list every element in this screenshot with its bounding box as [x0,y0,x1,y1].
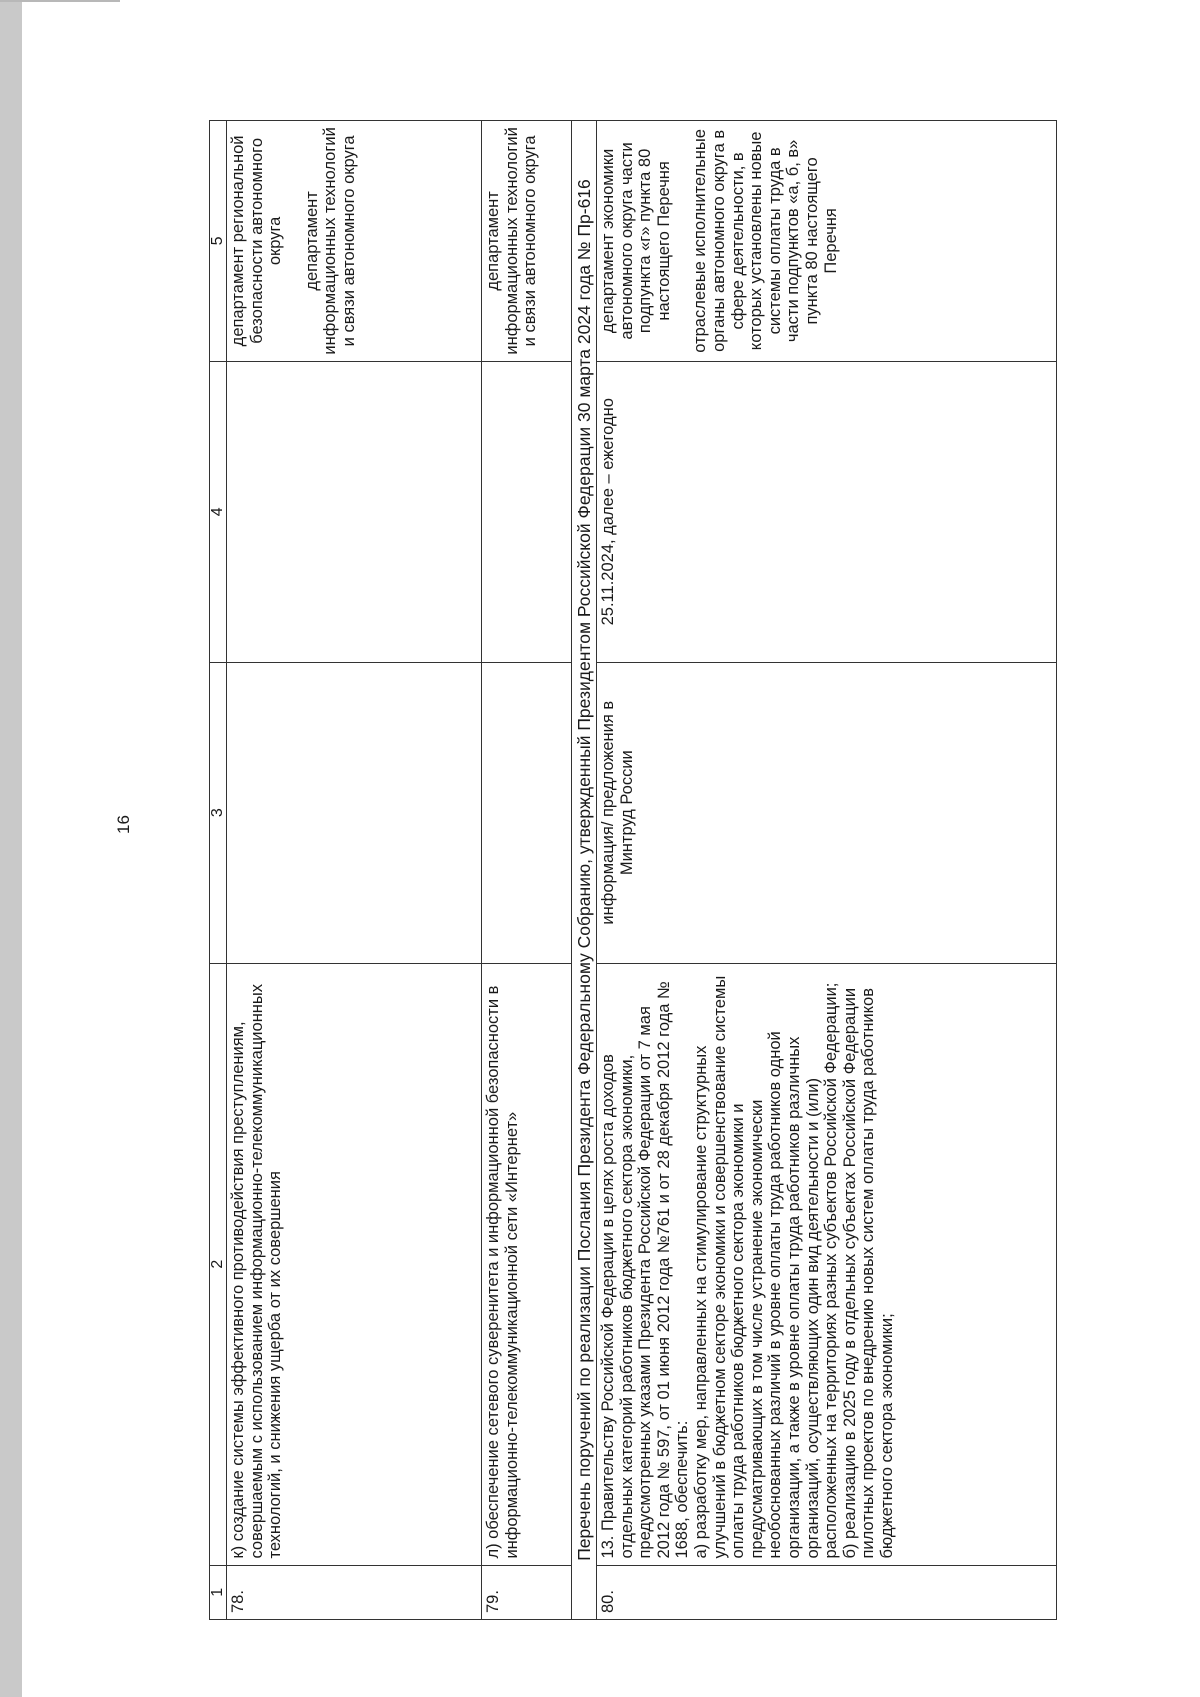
row-text-body: 13. Правительству Российской Федерации в целях роста доходов отдельных категорий работников бюджетного сектора экономики, предусмотренных указами Президента Российской Федерации от 7 мая 2012 года № 597, от 01 июня 2012 года №761 и от 28 декабря 2012 года № 1688, обеспечить: а) разработку мер, направленных на стимулирование структурных улучшений в бюджетном секторе экономики и совершенствование системы оплаты труда работников бюджетного сектора экономики и предусматривающих в том числе устранение экономически необоснованных различий в уровне оплаты труда работников одной организации, а также в уровне оплаты труда работников различных организаций, осуществляющих один вид деятельности и (или) расположенных на территориях разных субъектов Российской Федерации; б) реализацию в 2025 году в отдельных субъектах Российской Федерации пилотных проектов по внедрению новых систем оплаты труда работников бюджетного сектора экономики; [599,975,896,1559]
table-row [482,121,572,1620]
responsible-line: департамент информационных технологий и связи автономного округа [302,127,358,355]
header-row [210,121,227,1620]
responsible-line: департамент информационных технологий и связи автономного округа [484,127,540,355]
row-responsible [227,121,482,362]
section-row [572,121,597,1620]
header-cell: 2 [210,963,227,1565]
scan-edge-top [0,0,120,2]
row-type [482,662,572,963]
row-deadline: 25.11.2024, далее – ежегодно [597,361,1057,662]
row-deadline [227,361,482,662]
row-type: информация/ предложения в Минтруд России [597,662,1057,963]
row-responsible [597,121,1057,362]
header-cell: 3 [210,662,227,963]
page-number: 16 [114,815,133,834]
orders-table [209,120,1057,1620]
rotated-table-wrapper [209,120,1119,1620]
table-row [227,121,482,1620]
row-type [227,662,482,963]
responsible-line: отраслевые исполнительные органы автономного округа в сфере деятельности, в которых установлены новые системы оплаты труда в части подпунктов «а, б, в» пункта 80 настоящего Перечня [691,129,840,353]
header-cell: 5 [210,121,227,362]
responsible-line: департамент экономики автономного округа части подпункта «г» пункта 80 настоящего Перечня [599,142,673,340]
header-cell: 4 [210,361,227,662]
header-cell: 1 [210,1565,227,1619]
row-text [597,963,1057,1565]
scan-edge [0,0,22,1697]
responsible-line: департамент региональной безопасности автономного округа [229,135,285,347]
table-row [597,121,1057,1620]
row-number: 78. [227,1565,482,1619]
row-number: 80. [597,1565,1057,1619]
row-number: 79. [482,1565,572,1619]
section-title: Перечень поручений по реализации Послания Президента Федеральному Собранию, утвержденный Президентом Российской Федерации 30 марта 2024 года № Пр-616 [572,121,597,1620]
row-text: к) создание системы эффективного противодействия преступлениям, совершаемым с использованием информационно-телекоммуникационных технологий, и снижения ущерба от их совершения [227,963,482,1565]
row-responsible [482,121,572,362]
row-deadline [482,361,572,662]
row-text: л) обеспечение сетевого суверенитета и информационной безопасности в информационно-телекоммуникационной сети «Интернет» [482,963,572,1565]
